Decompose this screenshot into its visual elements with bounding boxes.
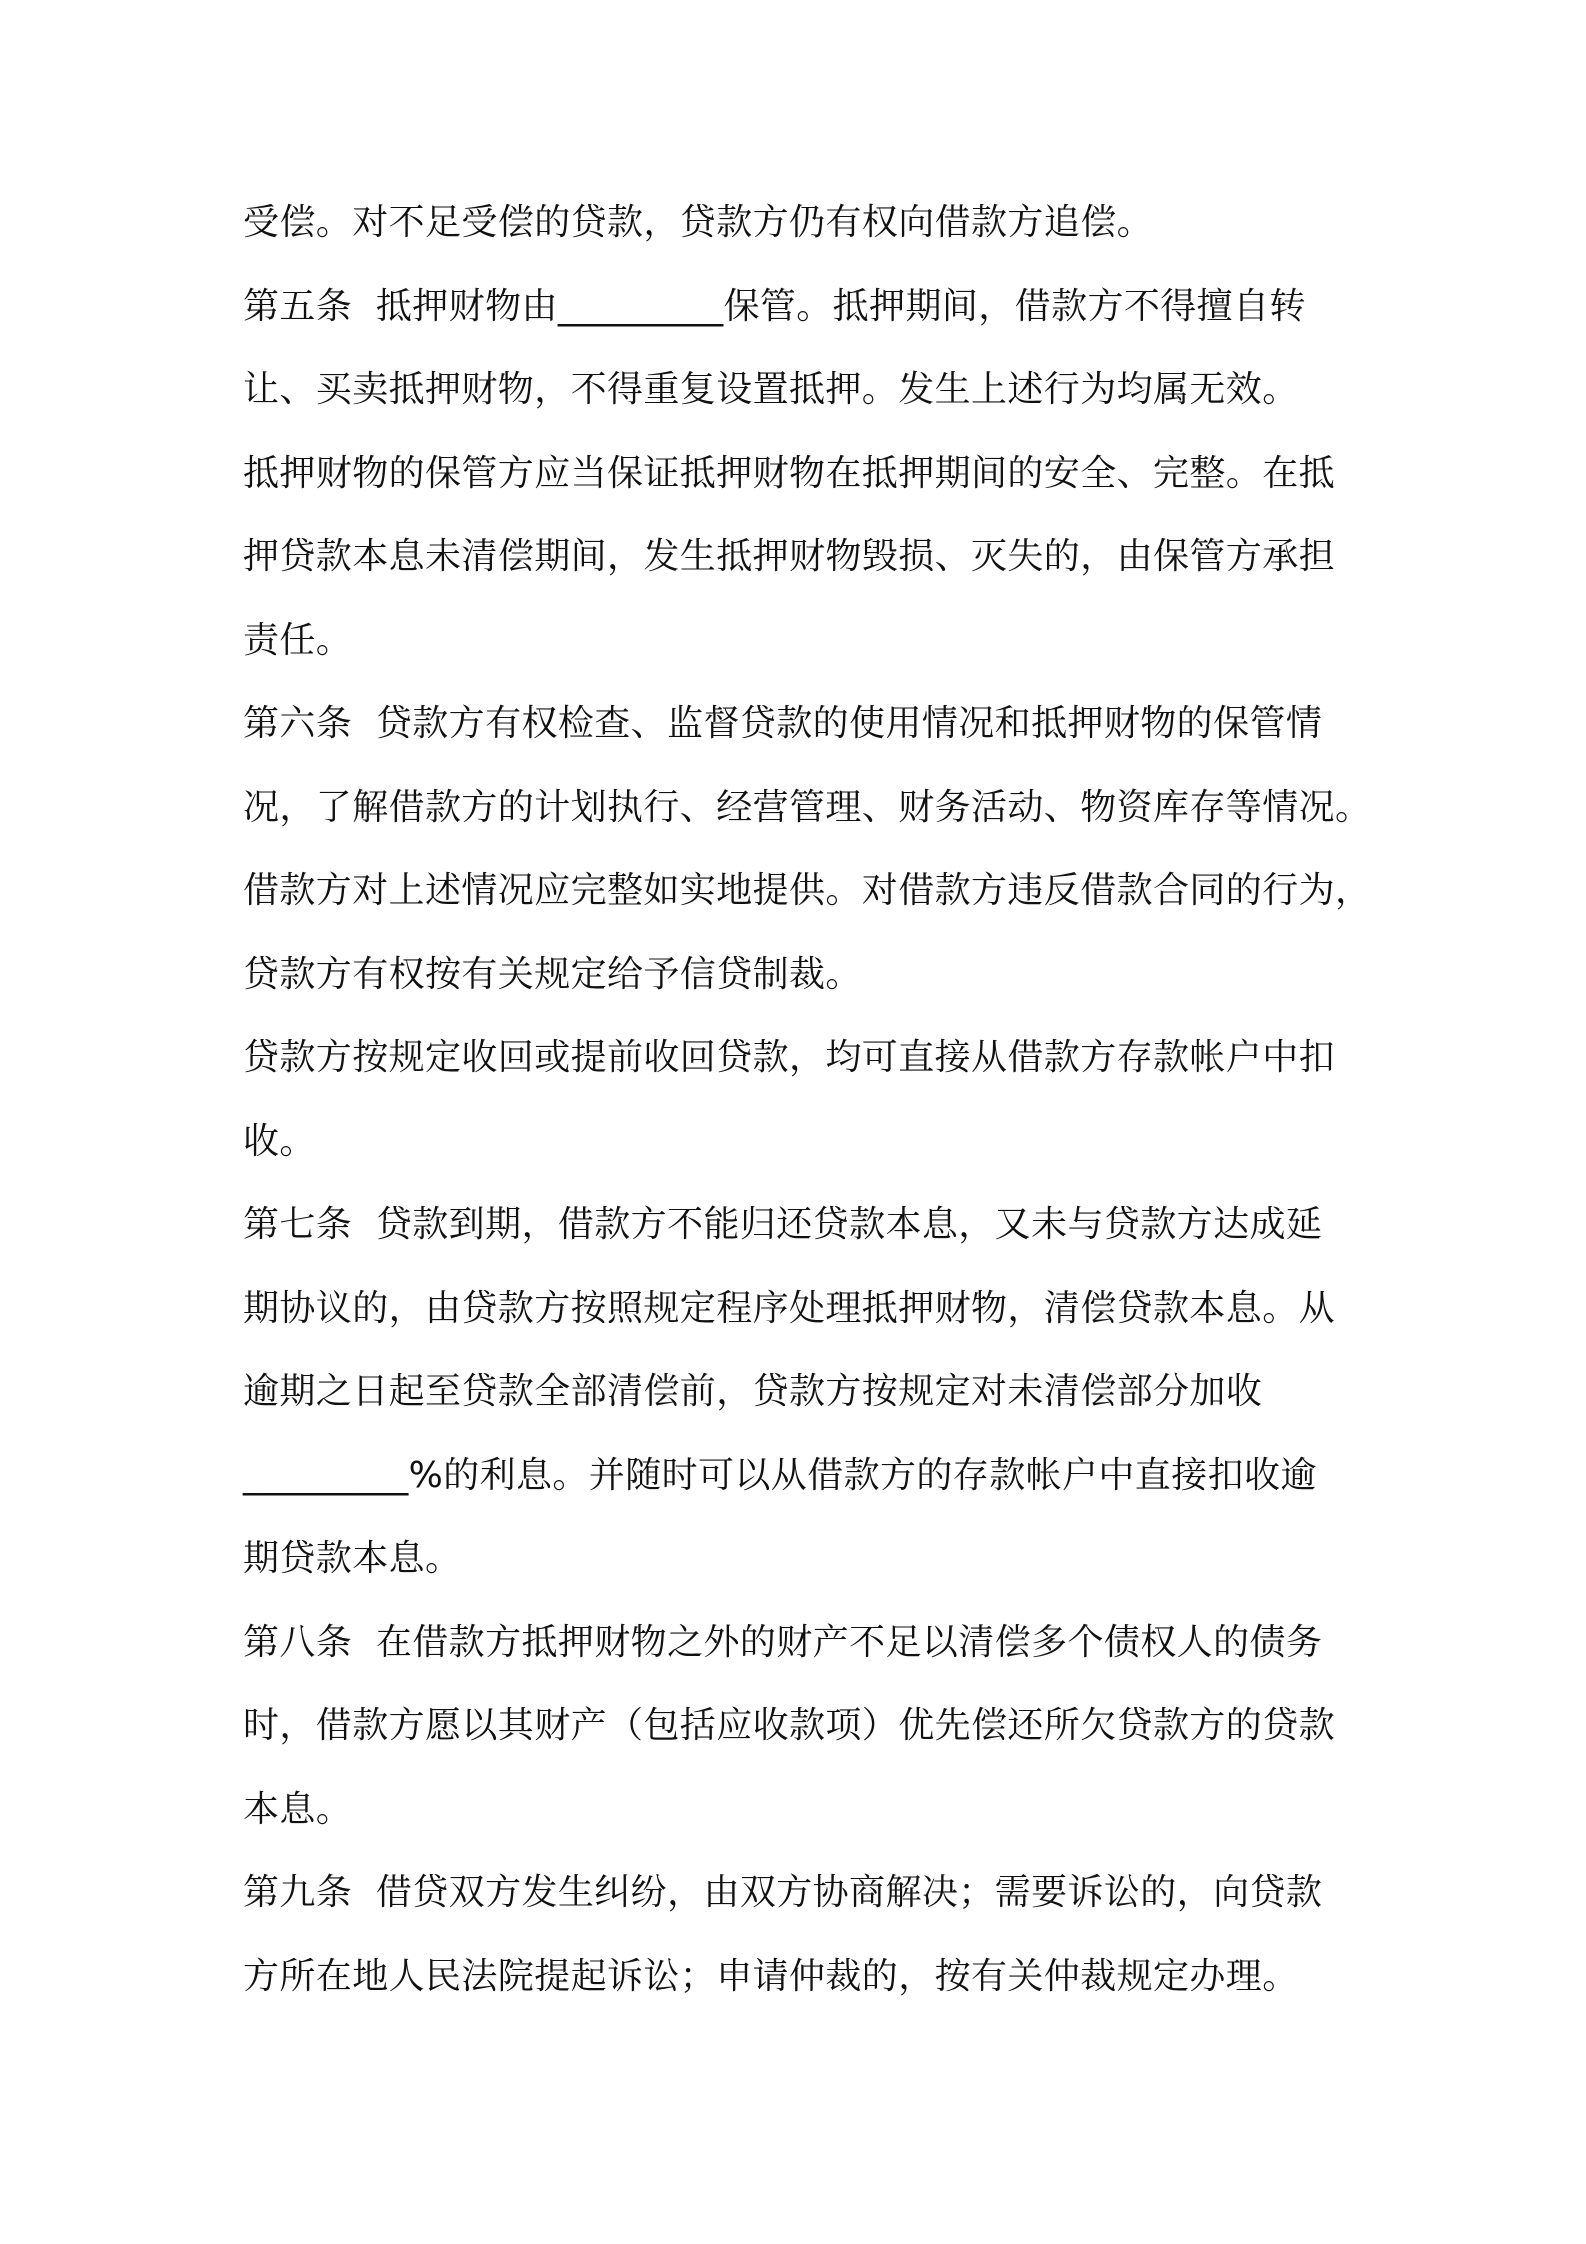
text-line: 时，借款方愿以其财产（包括应收款项）优先偿还所欠贷款方的贷款: [243, 1705, 1336, 1746]
text-line: 责任。: [243, 620, 353, 661]
text-line: 第五条 抵押财物由_________保管。抵押期间，借款方不得擅自转: [243, 286, 1306, 327]
text-line: 期协议的，由贷款方按照规定程序处理抵押财物，清偿贷款本息。从: [243, 1288, 1336, 1329]
text-line: 第六条 贷款方有权检查、监督贷款的使用情况和抵押财物的保管情: [243, 703, 1323, 744]
text-line: 方所在地人民法院提起诉讼；申请仲裁的，按有关仲裁规定办理。: [243, 1956, 1299, 1997]
text-line: 期贷款本息。: [243, 1538, 462, 1579]
text-line: 第九条 借贷双方发生纠纷，由双方协商解决；需要诉讼的，向贷款: [243, 1872, 1323, 1913]
text-line: 借款方对上述情况应完整如实地提供。对借款方违反借款合同的行为，: [243, 870, 1372, 911]
text-line: 贷款方有权按有关规定给予信贷制裁。: [243, 954, 862, 995]
text-line: 受偿。对不足受偿的贷款，贷款方仍有权向借款方追偿。: [243, 202, 1154, 243]
text-line: 收。: [243, 1121, 316, 1162]
text-line: _________%的利息。并随时可以从借款方的存款帐户中直接扣收逾: [243, 1455, 1317, 1496]
text-line: 第七条 贷款到期，借款方不能归还贷款本息，又未与贷款方达成延: [243, 1204, 1323, 1245]
text-line: 本息。: [243, 1789, 353, 1830]
text-line: 第八条 在借款方抵押财物之外的财产不足以清偿多个债权人的债务: [243, 1622, 1323, 1663]
text-line: 贷款方按规定收回或提前收回贷款，均可直接从借款方存款帐户中扣: [243, 1037, 1336, 1078]
text-line: 况，了解借款方的计划执行、经营管理、财务活动、物资库存等情况。: [243, 787, 1372, 828]
text-line: 押贷款本息未清偿期间，发生抵押财物毁损、灭失的，由保管方承担: [243, 536, 1336, 577]
text-line: 让、买卖抵押财物，不得重复设置抵押。发生上述行为均属无效。: [243, 369, 1299, 410]
text-line: 逾期之日起至贷款全部清偿前，贷款方按规定对未清偿部分加收: [243, 1371, 1263, 1412]
text-line: 抵押财物的保管方应当保证抵押财物在抵押期间的安全、完整。在抵: [243, 453, 1336, 494]
